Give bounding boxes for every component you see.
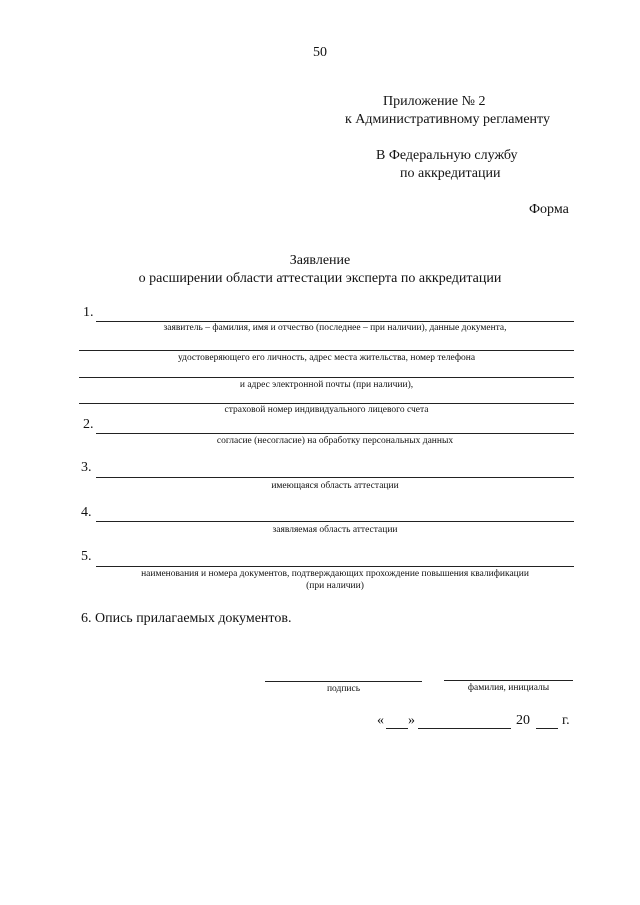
- item-1-number: 1.: [83, 305, 94, 320]
- date-open-quote: «: [377, 713, 384, 728]
- item-1-field-line[interactable]: [96, 321, 574, 322]
- item-5-field-line[interactable]: [96, 566, 574, 567]
- item-1-caption-3: и адрес электронной почты (при наличии),: [239, 380, 414, 390]
- inventory-heading: 6. Опись прилагаемых документов.: [81, 611, 292, 626]
- item-5-caption-line2: (при наличии): [306, 581, 364, 591]
- item-3-field-line[interactable]: [96, 477, 574, 478]
- item-2-field-line[interactable]: [96, 433, 574, 434]
- document-title: Заявление: [289, 253, 351, 268]
- form-label: Форма: [529, 202, 569, 217]
- date-close-quote: »: [408, 713, 415, 728]
- item-1-caption-2: удостоверяющего его личность, адрес места жительства, номер телефона: [177, 353, 476, 363]
- item-3-number: 3.: [81, 460, 92, 475]
- item-1-field-line-2[interactable]: [79, 350, 574, 351]
- addressee-line1: В Федеральную службу: [376, 148, 518, 163]
- item-2-caption: согласие (несогласие) на обработку персональных данных: [216, 436, 454, 446]
- date-year-line[interactable]: [536, 728, 558, 729]
- item-1-caption-4: страховой номер индивидуального лицевого счета: [224, 405, 429, 415]
- signature-label: подпись: [326, 684, 361, 694]
- document-subtitle: о расширении области аттестации эксперта по аккредитации: [138, 271, 502, 286]
- name-line[interactable]: [444, 680, 573, 681]
- date-year-suffix: г.: [562, 713, 570, 728]
- item-2-number: 2.: [83, 417, 94, 432]
- date-month-line[interactable]: [418, 728, 511, 729]
- item-1-field-line-4[interactable]: [79, 403, 574, 404]
- appendix-title: Приложение № 2: [383, 94, 486, 109]
- signature-line[interactable]: [265, 681, 422, 682]
- item-4-field-line[interactable]: [96, 521, 574, 522]
- item-4-number: 4.: [81, 505, 92, 520]
- date-year-prefix: 20: [516, 713, 530, 728]
- page-number: 50: [313, 45, 327, 60]
- date-day-line[interactable]: [386, 728, 408, 729]
- appendix-subtitle: к Административному регламенту: [345, 112, 550, 127]
- name-label: фамилия, инициалы: [467, 683, 550, 693]
- item-5-caption-line1: наименования и номера документов, подтверждающих прохождение повышения квалификации: [141, 569, 529, 579]
- item-1-caption-1: заявитель – фамилия, имя и отчество (последнее – при наличии), данные документа,: [163, 323, 507, 333]
- item-4-caption: заявляемая область аттестации: [272, 525, 398, 535]
- item-5-number: 5.: [81, 549, 92, 564]
- item-3-caption: имеющаяся область аттестации: [271, 481, 399, 491]
- addressee-line2: по аккредитации: [400, 166, 501, 181]
- item-1-field-line-3[interactable]: [79, 377, 574, 378]
